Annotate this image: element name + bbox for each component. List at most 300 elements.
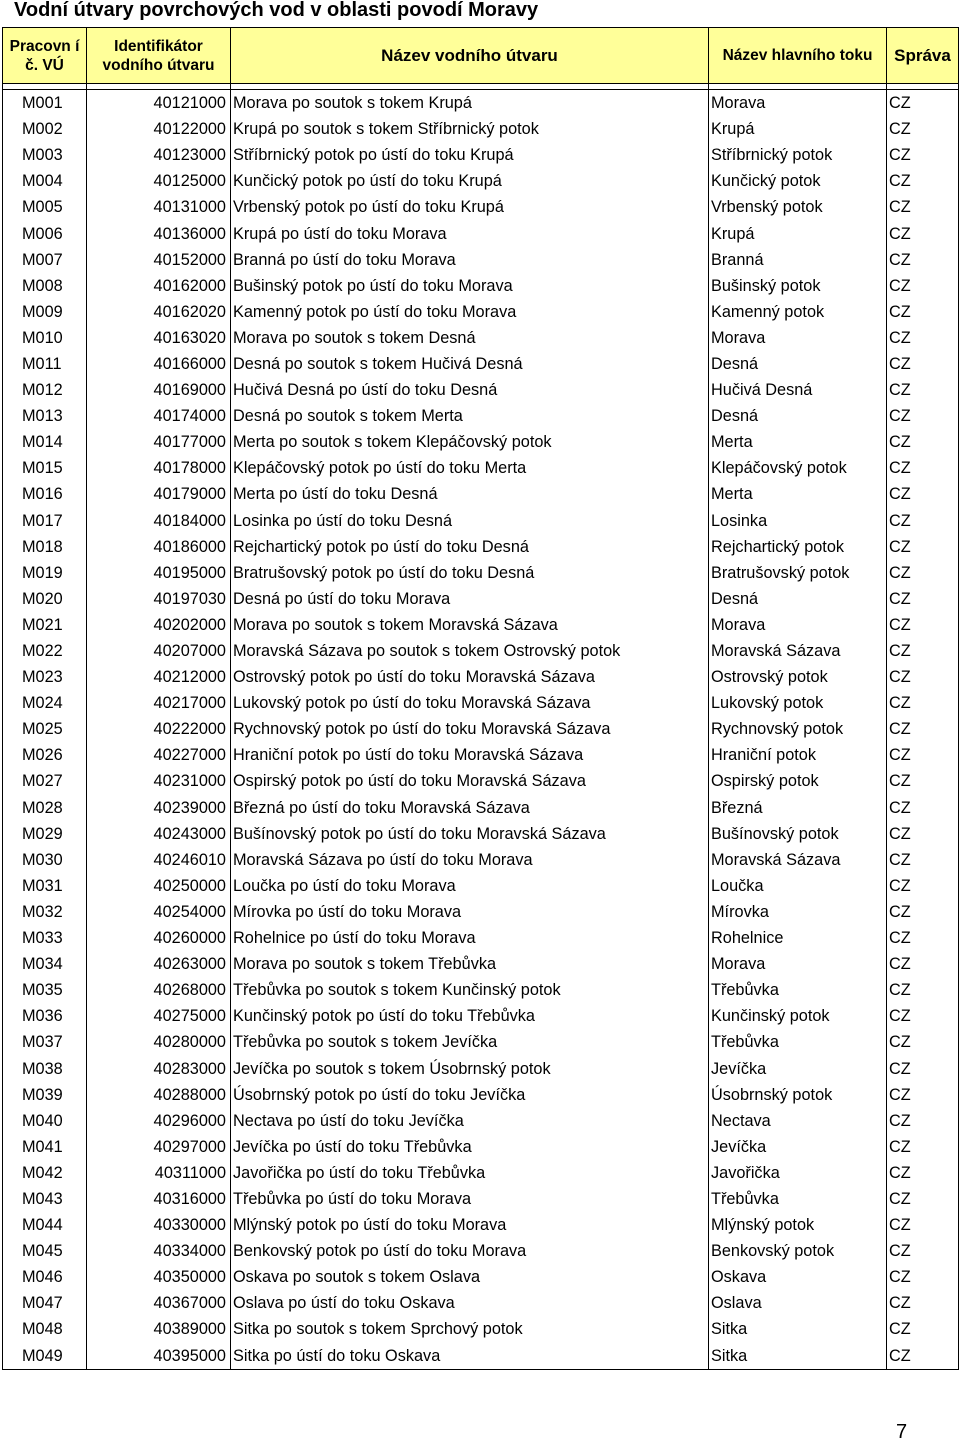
nazev-vodniho-utvaru-cell: Rohelnice po ústí do toku Morava <box>231 925 709 951</box>
nazev-toku-cell: Rychnovský potok <box>709 716 887 742</box>
sprava-cell: CZ <box>887 690 959 716</box>
table-row <box>3 1212 959 1238</box>
pracovni-cislo-cell: M046 <box>3 1264 87 1290</box>
identifikator-cell: 40207000 <box>87 638 231 664</box>
nazev-toku-cell: Moravská Sázava <box>709 638 887 664</box>
sprava-cell: CZ <box>887 951 959 977</box>
table-row <box>3 220 959 246</box>
identifikator-cell: 40152000 <box>87 247 231 273</box>
pracovni-cislo-cell: M023 <box>3 664 87 690</box>
pracovni-cislo-cell: M003 <box>3 142 87 168</box>
pracovni-cislo-cell: M033 <box>3 925 87 951</box>
identifikator-cell: 40162000 <box>87 273 231 299</box>
table-row <box>3 951 959 977</box>
sprava-cell: CZ <box>887 534 959 560</box>
nazev-toku-cell: Úsobrnský potok <box>709 1082 887 1108</box>
nazev-vodniho-utvaru-cell: Ospirský potok po ústí do toku Moravská Sázava <box>231 768 709 794</box>
identifikator-cell: 40231000 <box>87 768 231 794</box>
table-row <box>3 1160 959 1186</box>
nazev-vodniho-utvaru-cell: Úsobrnský potok po ústí do toku Jevíčka <box>231 1082 709 1108</box>
pracovni-cislo-cell: M016 <box>3 481 87 507</box>
nazev-vodniho-utvaru-cell: Oslava po ústí do toku Oskava <box>231 1290 709 1316</box>
table-row <box>3 90 959 117</box>
sprava-cell: CZ <box>887 768 959 794</box>
table-row <box>3 1186 959 1212</box>
table-row <box>3 1264 959 1290</box>
nazev-vodniho-utvaru-cell: Losinka po ústí do toku Desná <box>231 508 709 534</box>
table-row <box>3 1082 959 1108</box>
sprava-cell: CZ <box>887 247 959 273</box>
table-row <box>3 403 959 429</box>
page-number: 7 <box>896 1421 908 1443</box>
table-row <box>3 925 959 951</box>
sprava-cell: CZ <box>887 977 959 1003</box>
nazev-vodniho-utvaru-cell: Javořička po ústí do toku Třebůvka <box>231 1160 709 1186</box>
sprava-cell: CZ <box>887 1290 959 1316</box>
identifikator-cell: 40280000 <box>87 1029 231 1055</box>
sprava-cell: CZ <box>887 220 959 246</box>
pracovni-cislo-cell: M009 <box>3 299 87 325</box>
nazev-toku-cell: Kunčický potok <box>709 168 887 194</box>
sprava-cell: CZ <box>887 481 959 507</box>
header-nazev-hlavniho-toku: Název hlavního toku <box>709 28 887 84</box>
identifikator-cell: 40186000 <box>87 534 231 560</box>
identifikator-cell: 40334000 <box>87 1238 231 1264</box>
pracovni-cislo-cell: M026 <box>3 742 87 768</box>
nazev-vodniho-utvaru-cell: Krupá po soutok s tokem Stříbrnický potok <box>231 116 709 142</box>
table-row <box>3 1238 959 1264</box>
identifikator-cell: 40162020 <box>87 299 231 325</box>
nazev-vodniho-utvaru-cell: Moravská Sázava po ústí do toku Morava <box>231 847 709 873</box>
nazev-vodniho-utvaru-cell: Bušínovský potok po ústí do toku Moravská Sázava <box>231 821 709 847</box>
table-row <box>3 534 959 560</box>
pracovni-cislo-cell: M001 <box>3 90 87 117</box>
table-row <box>3 768 959 794</box>
nazev-vodniho-utvaru-cell: Ostrovský potok po ústí do toku Moravská Sázava <box>231 664 709 690</box>
sprava-cell: CZ <box>887 1029 959 1055</box>
nazev-vodniho-utvaru-cell: Březná po ústí do toku Moravská Sázava <box>231 795 709 821</box>
table-row <box>3 1029 959 1055</box>
nazev-toku-cell: Rohelnice <box>709 925 887 951</box>
nazev-vodniho-utvaru-cell: Rychnovský potok po ústí do toku Moravská Sázava <box>231 716 709 742</box>
nazev-toku-cell: Morava <box>709 325 887 351</box>
table-row <box>3 1343 959 1370</box>
table-row <box>3 168 959 194</box>
identifikator-cell: 40121000 <box>87 90 231 117</box>
identifikator-cell: 40254000 <box>87 899 231 925</box>
nazev-vodniho-utvaru-cell: Mírovka po ústí do toku Morava <box>231 899 709 925</box>
pracovni-cislo-cell: M045 <box>3 1238 87 1264</box>
nazev-vodniho-utvaru-cell: Klepáčovský potok po ústí do toku Merta <box>231 455 709 481</box>
identifikator-cell: 40169000 <box>87 377 231 403</box>
table-row <box>3 847 959 873</box>
header-nazev-vodniho-utvaru: Název vodního útvaru <box>231 28 709 84</box>
nazev-toku-cell: Březná <box>709 795 887 821</box>
identifikator-cell: 40260000 <box>87 925 231 951</box>
table-row <box>3 1316 959 1342</box>
pracovni-cislo-cell: M038 <box>3 1055 87 1081</box>
nazev-vodniho-utvaru-cell: Sitka po soutok s tokem Sprchový potok <box>231 1316 709 1342</box>
nazev-toku-cell: Jevíčka <box>709 1134 887 1160</box>
nazev-vodniho-utvaru-cell: Desná po soutok s tokem Merta <box>231 403 709 429</box>
pracovni-cislo-cell: M025 <box>3 716 87 742</box>
nazev-vodniho-utvaru-cell: Hraniční potok po ústí do toku Moravská Sázava <box>231 742 709 768</box>
nazev-toku-cell: Desná <box>709 586 887 612</box>
page-title: Vodní útvary povrchových vod v oblasti povodí Moravy <box>14 0 539 21</box>
table-row <box>3 1134 959 1160</box>
pracovni-cislo-cell: M006 <box>3 220 87 246</box>
identifikator-cell: 40166000 <box>87 351 231 377</box>
pracovni-cislo-cell: M027 <box>3 768 87 794</box>
nazev-toku-cell: Klepáčovský potok <box>709 455 887 481</box>
nazev-toku-cell: Třebůvka <box>709 1029 887 1055</box>
nazev-toku-cell: Kamenný potok <box>709 299 887 325</box>
table-row <box>3 977 959 1003</box>
table-row <box>3 299 959 325</box>
nazev-toku-cell: Branná <box>709 247 887 273</box>
sprava-cell: CZ <box>887 664 959 690</box>
pracovni-cislo-cell: M030 <box>3 847 87 873</box>
nazev-toku-cell: Vrbenský potok <box>709 194 887 220</box>
sprava-cell: CZ <box>887 90 959 117</box>
nazev-toku-cell: Kunčinský potok <box>709 1003 887 1029</box>
table-row <box>3 873 959 899</box>
nazev-toku-cell: Sitka <box>709 1316 887 1342</box>
nazev-toku-cell: Desná <box>709 403 887 429</box>
pracovni-cislo-cell: M040 <box>3 1108 87 1134</box>
nazev-vodniho-utvaru-cell: Bušinský potok po ústí do toku Morava <box>231 273 709 299</box>
sprava-cell: CZ <box>887 925 959 951</box>
table-row <box>3 899 959 925</box>
pracovni-cislo-cell: M018 <box>3 534 87 560</box>
nazev-vodniho-utvaru-cell: Merta po ústí do toku Desná <box>231 481 709 507</box>
nazev-vodniho-utvaru-cell: Mlýnský potok po ústí do toku Morava <box>231 1212 709 1238</box>
identifikator-cell: 40263000 <box>87 951 231 977</box>
sprava-cell: CZ <box>887 899 959 925</box>
pracovni-cislo-cell: M002 <box>3 116 87 142</box>
identifikator-cell: 40239000 <box>87 795 231 821</box>
pracovni-cislo-cell: M037 <box>3 1029 87 1055</box>
nazev-toku-cell: Morava <box>709 951 887 977</box>
nazev-toku-cell: Bušinský potok <box>709 273 887 299</box>
nazev-vodniho-utvaru-cell: Třebůvka po soutok s tokem Jevíčka <box>231 1029 709 1055</box>
sprava-cell: CZ <box>887 351 959 377</box>
identifikator-cell: 40131000 <box>87 194 231 220</box>
identifikator-cell: 40243000 <box>87 821 231 847</box>
identifikator-cell: 40275000 <box>87 1003 231 1029</box>
table-row <box>3 716 959 742</box>
sprava-cell: CZ <box>887 795 959 821</box>
table-row <box>3 1108 959 1134</box>
table-row <box>3 1290 959 1316</box>
table-row <box>3 795 959 821</box>
sprava-cell: CZ <box>887 560 959 586</box>
sprava-cell: CZ <box>887 325 959 351</box>
pracovni-cislo-cell: M008 <box>3 273 87 299</box>
nazev-toku-cell: Desná <box>709 351 887 377</box>
table-row <box>3 1003 959 1029</box>
nazev-toku-cell: Mírovka <box>709 899 887 925</box>
nazev-toku-cell: Rejchartický potok <box>709 534 887 560</box>
identifikator-cell: 40212000 <box>87 664 231 690</box>
nazev-toku-cell: Moravská Sázava <box>709 847 887 873</box>
pracovni-cislo-cell: M039 <box>3 1082 87 1108</box>
sprava-cell: CZ <box>887 429 959 455</box>
identifikator-cell: 40136000 <box>87 220 231 246</box>
header-sprava: Správa <box>887 28 959 84</box>
pracovni-cislo-cell: M036 <box>3 1003 87 1029</box>
nazev-toku-cell: Ostrovský potok <box>709 664 887 690</box>
sprava-cell: CZ <box>887 194 959 220</box>
nazev-vodniho-utvaru-cell: Morava po soutok s tokem Krupá <box>231 90 709 117</box>
nazev-toku-cell: Merta <box>709 429 887 455</box>
nazev-vodniho-utvaru-cell: Branná po ústí do toku Morava <box>231 247 709 273</box>
pracovni-cislo-cell: M010 <box>3 325 87 351</box>
pracovni-cislo-cell: M015 <box>3 455 87 481</box>
nazev-vodniho-utvaru-cell: Morava po soutok s tokem Desná <box>231 325 709 351</box>
identifikator-cell: 40174000 <box>87 403 231 429</box>
pracovni-cislo-cell: M049 <box>3 1343 87 1370</box>
nazev-toku-cell: Morava <box>709 612 887 638</box>
identifikator-cell: 40389000 <box>87 1316 231 1342</box>
nazev-toku-cell: Merta <box>709 481 887 507</box>
nazev-vodniho-utvaru-cell: Nectava po ústí do toku Jevíčka <box>231 1108 709 1134</box>
sprava-cell: CZ <box>887 742 959 768</box>
pracovni-cislo-cell: M012 <box>3 377 87 403</box>
pracovni-cislo-cell: M041 <box>3 1134 87 1160</box>
table-row <box>3 116 959 142</box>
table-row <box>3 508 959 534</box>
sprava-cell: CZ <box>887 821 959 847</box>
table-row <box>3 560 959 586</box>
pracovni-cislo-cell: M014 <box>3 429 87 455</box>
sprava-cell: CZ <box>887 1343 959 1370</box>
nazev-toku-cell: Hučivá Desná <box>709 377 887 403</box>
pracovni-cislo-cell: M034 <box>3 951 87 977</box>
identifikator-cell: 40202000 <box>87 612 231 638</box>
identifikator-cell: 40125000 <box>87 168 231 194</box>
sprava-cell: CZ <box>887 1186 959 1212</box>
nazev-toku-cell: Bratrušovský potok <box>709 560 887 586</box>
nazev-vodniho-utvaru-cell: Hučivá Desná po ústí do toku Desná <box>231 377 709 403</box>
nazev-vodniho-utvaru-cell: Desná po ústí do toku Morava <box>231 586 709 612</box>
pracovni-cislo-cell: M043 <box>3 1186 87 1212</box>
identifikator-cell: 40288000 <box>87 1082 231 1108</box>
identifikator-cell: 40330000 <box>87 1212 231 1238</box>
nazev-vodniho-utvaru-cell: Merta po soutok s tokem Klepáčovský potok <box>231 429 709 455</box>
pracovni-cislo-cell: M022 <box>3 638 87 664</box>
table-row <box>3 247 959 273</box>
nazev-vodniho-utvaru-cell: Kunčický potok po ústí do toku Krupá <box>231 168 709 194</box>
nazev-toku-cell: Sitka <box>709 1343 887 1370</box>
identifikator-cell: 40297000 <box>87 1134 231 1160</box>
sprava-cell: CZ <box>887 142 959 168</box>
nazev-toku-cell: Krupá <box>709 220 887 246</box>
pracovni-cislo-cell: M044 <box>3 1212 87 1238</box>
sprava-cell: CZ <box>887 273 959 299</box>
identifikator-cell: 40222000 <box>87 716 231 742</box>
identifikator-cell: 40395000 <box>87 1343 231 1370</box>
nazev-toku-cell: Benkovský potok <box>709 1238 887 1264</box>
nazev-vodniho-utvaru-cell: Lukovský potok po ústí do toku Moravská Sázava <box>231 690 709 716</box>
water-bodies-table <box>2 27 959 1370</box>
identifikator-cell: 40246010 <box>87 847 231 873</box>
nazev-vodniho-utvaru-cell: Benkovský potok po ústí do toku Morava <box>231 1238 709 1264</box>
nazev-vodniho-utvaru-cell: Desná po soutok s tokem Hučivá Desná <box>231 351 709 377</box>
nazev-toku-cell: Nectava <box>709 1108 887 1134</box>
sprava-cell: CZ <box>887 455 959 481</box>
sprava-cell: CZ <box>887 1212 959 1238</box>
header-identifikator: Identifikátor vodního útvaru <box>87 28 231 84</box>
pracovni-cislo-cell: M013 <box>3 403 87 429</box>
nazev-vodniho-utvaru-cell: Rejchartický potok po ústí do toku Desná <box>231 534 709 560</box>
identifikator-cell: 40178000 <box>87 455 231 481</box>
table-row <box>3 586 959 612</box>
identifikator-cell: 40195000 <box>87 560 231 586</box>
identifikator-cell: 40163020 <box>87 325 231 351</box>
nazev-vodniho-utvaru-cell: Krupá po ústí do toku Morava <box>231 220 709 246</box>
sprava-cell: CZ <box>887 508 959 534</box>
pracovni-cislo-cell: M028 <box>3 795 87 821</box>
identifikator-cell: 40283000 <box>87 1055 231 1081</box>
sprava-cell: CZ <box>887 1160 959 1186</box>
pracovni-cislo-cell: M007 <box>3 247 87 273</box>
nazev-vodniho-utvaru-cell: Třebůvka po soutok s tokem Kunčinský potok <box>231 977 709 1003</box>
identifikator-cell: 40179000 <box>87 481 231 507</box>
nazev-toku-cell: Hraniční potok <box>709 742 887 768</box>
sprava-cell: CZ <box>887 377 959 403</box>
header-pracovni-cislo: Pracovn í č. VÚ <box>3 28 87 84</box>
pracovni-cislo-cell: M019 <box>3 560 87 586</box>
sprava-cell: CZ <box>887 873 959 899</box>
table-row <box>3 821 959 847</box>
sprava-cell: CZ <box>887 299 959 325</box>
sprava-cell: CZ <box>887 638 959 664</box>
pracovni-cislo-cell: M017 <box>3 508 87 534</box>
nazev-toku-cell: Oslava <box>709 1290 887 1316</box>
table-row <box>3 429 959 455</box>
identifikator-cell: 40122000 <box>87 116 231 142</box>
table-row <box>3 481 959 507</box>
sprava-cell: CZ <box>887 1316 959 1342</box>
identifikator-cell: 40217000 <box>87 690 231 716</box>
sprava-cell: CZ <box>887 403 959 429</box>
identifikator-cell: 40268000 <box>87 977 231 1003</box>
pracovni-cislo-cell: M005 <box>3 194 87 220</box>
sprava-cell: CZ <box>887 1238 959 1264</box>
table-row <box>3 638 959 664</box>
table-header-row <box>3 28 959 84</box>
table-row <box>3 377 959 403</box>
nazev-vodniho-utvaru-cell: Vrbenský potok po ústí do toku Krupá <box>231 194 709 220</box>
nazev-toku-cell: Jevíčka <box>709 1055 887 1081</box>
nazev-vodniho-utvaru-cell: Morava po soutok s tokem Třebůvka <box>231 951 709 977</box>
table-row <box>3 455 959 481</box>
sprava-cell: CZ <box>887 612 959 638</box>
pracovni-cislo-cell: M020 <box>3 586 87 612</box>
pracovni-cislo-cell: M042 <box>3 1160 87 1186</box>
table-row <box>3 351 959 377</box>
pracovni-cislo-cell: M004 <box>3 168 87 194</box>
nazev-toku-cell: Lukovský potok <box>709 690 887 716</box>
identifikator-cell: 40350000 <box>87 1264 231 1290</box>
sprava-cell: CZ <box>887 116 959 142</box>
nazev-vodniho-utvaru-cell: Jevíčka po ústí do toku Třebůvka <box>231 1134 709 1160</box>
nazev-toku-cell: Losinka <box>709 508 887 534</box>
sprava-cell: CZ <box>887 1055 959 1081</box>
nazev-vodniho-utvaru-cell: Morava po soutok s tokem Moravská Sázava <box>231 612 709 638</box>
table-row <box>3 142 959 168</box>
identifikator-cell: 40123000 <box>87 142 231 168</box>
nazev-toku-cell: Třebůvka <box>709 977 887 1003</box>
pracovni-cislo-cell: M031 <box>3 873 87 899</box>
nazev-vodniho-utvaru-cell: Moravská Sázava po soutok s tokem Ostrovský potok <box>231 638 709 664</box>
identifikator-cell: 40311000 <box>87 1160 231 1186</box>
sprava-cell: CZ <box>887 1082 959 1108</box>
pracovni-cislo-cell: M035 <box>3 977 87 1003</box>
nazev-vodniho-utvaru-cell: Jevíčka po soutok s tokem Úsobrnský potok <box>231 1055 709 1081</box>
identifikator-cell: 40296000 <box>87 1108 231 1134</box>
table-row <box>3 325 959 351</box>
pracovni-cislo-cell: M029 <box>3 821 87 847</box>
nazev-toku-cell: Loučka <box>709 873 887 899</box>
table-row <box>3 690 959 716</box>
table-row <box>3 742 959 768</box>
identifikator-cell: 40184000 <box>87 508 231 534</box>
pracovni-cislo-cell: M011 <box>3 351 87 377</box>
sprava-cell: CZ <box>887 586 959 612</box>
table-row <box>3 612 959 638</box>
nazev-vodniho-utvaru-cell: Kunčinský potok po ústí do toku Třebůvka <box>231 1003 709 1029</box>
sprava-cell: CZ <box>887 1003 959 1029</box>
nazev-toku-cell: Mlýnský potok <box>709 1212 887 1238</box>
nazev-vodniho-utvaru-cell: Kamenný potok po ústí do toku Morava <box>231 299 709 325</box>
pracovni-cislo-cell: M048 <box>3 1316 87 1342</box>
nazev-vodniho-utvaru-cell: Loučka po ústí do toku Morava <box>231 873 709 899</box>
sprava-cell: CZ <box>887 1264 959 1290</box>
identifikator-cell: 40316000 <box>87 1186 231 1212</box>
table-row <box>3 273 959 299</box>
table-row <box>3 1055 959 1081</box>
nazev-toku-cell: Ospirský potok <box>709 768 887 794</box>
nazev-toku-cell: Třebůvka <box>709 1186 887 1212</box>
nazev-toku-cell: Stříbrnický potok <box>709 142 887 168</box>
nazev-vodniho-utvaru-cell: Oskava po soutok s tokem Oslava <box>231 1264 709 1290</box>
identifikator-cell: 40250000 <box>87 873 231 899</box>
nazev-vodniho-utvaru-cell: Sitka po ústí do toku Oskava <box>231 1343 709 1370</box>
pracovni-cislo-cell: M047 <box>3 1290 87 1316</box>
nazev-vodniho-utvaru-cell: Stříbrnický potok po ústí do toku Krupá <box>231 142 709 168</box>
nazev-toku-cell: Javořička <box>709 1160 887 1186</box>
identifikator-cell: 40227000 <box>87 742 231 768</box>
pracovni-cislo-cell: M024 <box>3 690 87 716</box>
sprava-cell: CZ <box>887 168 959 194</box>
sprava-cell: CZ <box>887 1108 959 1134</box>
table-row <box>3 194 959 220</box>
pracovni-cislo-cell: M021 <box>3 612 87 638</box>
pracovni-cislo-cell: M032 <box>3 899 87 925</box>
table-row <box>3 664 959 690</box>
nazev-toku-cell: Oskava <box>709 1264 887 1290</box>
sprava-cell: CZ <box>887 716 959 742</box>
nazev-toku-cell: Krupá <box>709 116 887 142</box>
nazev-vodniho-utvaru-cell: Třebůvka po ústí do toku Morava <box>231 1186 709 1212</box>
nazev-vodniho-utvaru-cell: Bratrušovský potok po ústí do toku Desná <box>231 560 709 586</box>
sprava-cell: CZ <box>887 1134 959 1160</box>
identifikator-cell: 40197030 <box>87 586 231 612</box>
sprava-cell: CZ <box>887 847 959 873</box>
nazev-toku-cell: Bušínovský potok <box>709 821 887 847</box>
